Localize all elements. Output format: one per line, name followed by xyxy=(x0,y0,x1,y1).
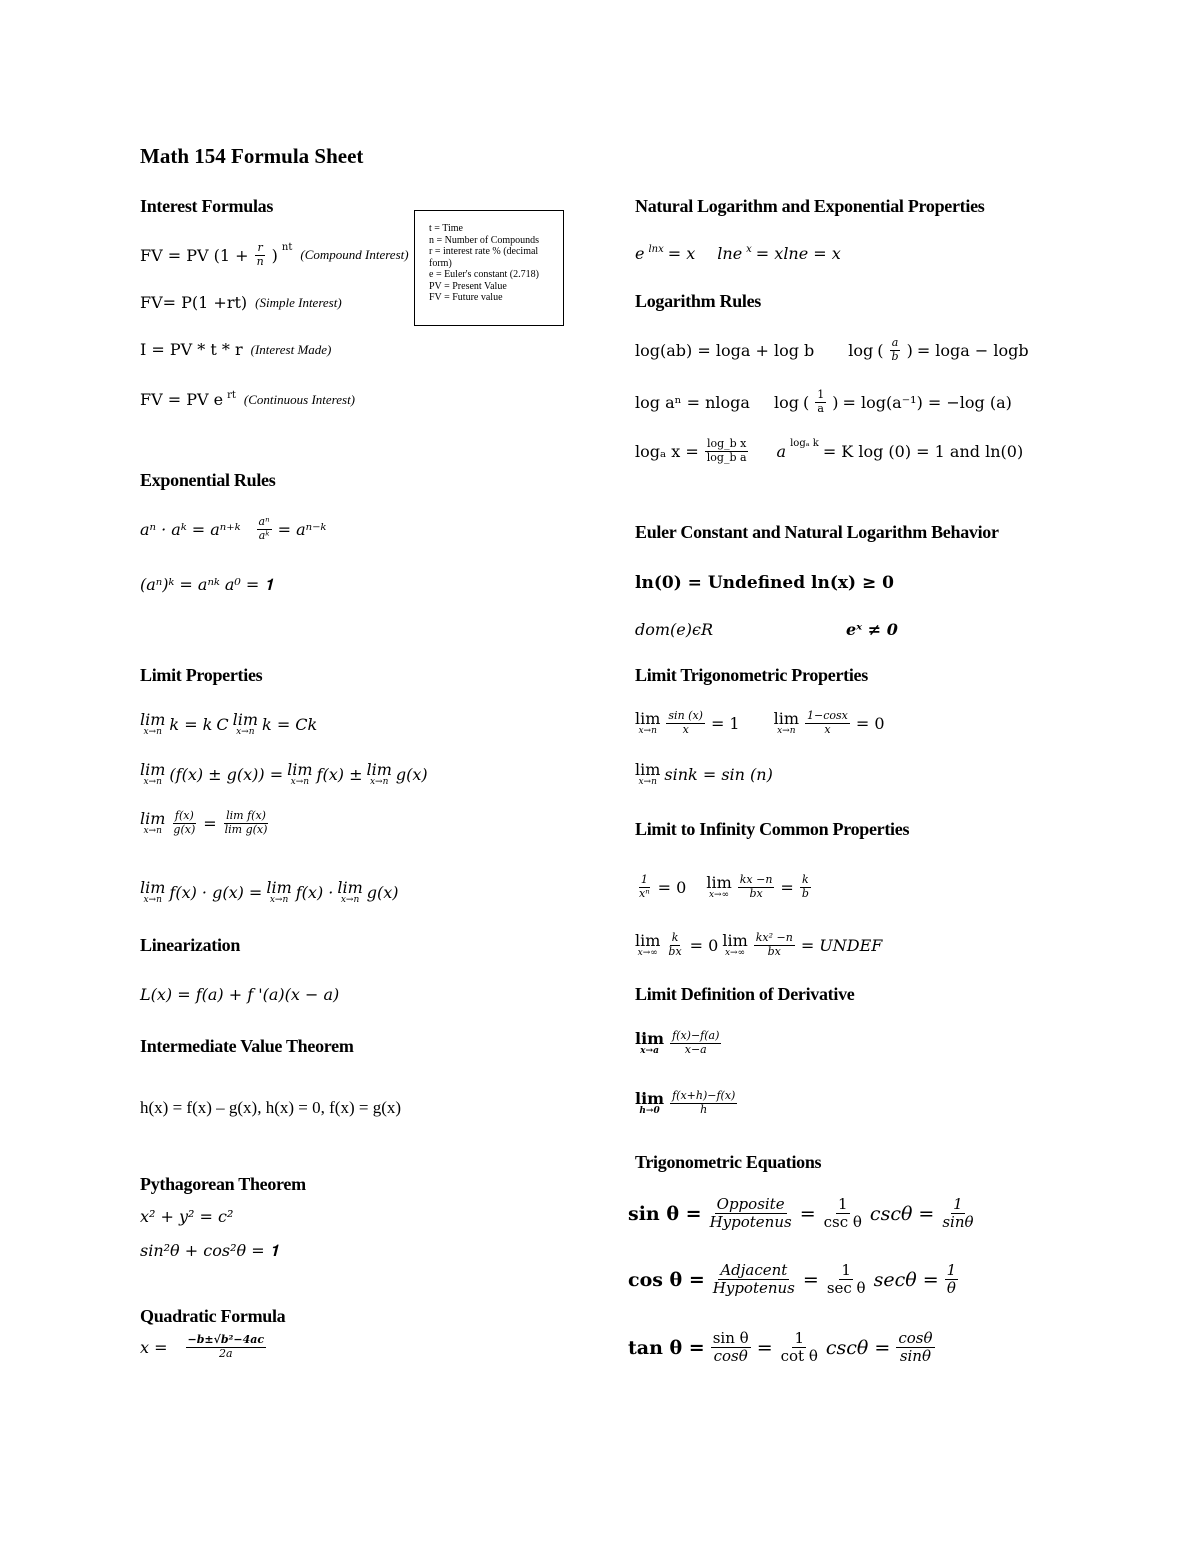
lim-label: lim xyxy=(366,760,392,779)
expr: x = xyxy=(140,1337,168,1357)
formula-derivative-h xyxy=(635,1090,739,1116)
lim-sub: x→n xyxy=(638,725,657,736)
num: 1−cosx xyxy=(807,709,848,722)
lim-label: lim xyxy=(722,930,748,950)
heading-exponential: Exponential Rules xyxy=(140,470,276,490)
formula-ivt: h(x) = f(x) – g(x), h(x) = 0, f(x) = g(x) xyxy=(140,1098,402,1117)
num: 1 xyxy=(841,1261,851,1279)
expr: g(x) xyxy=(366,883,399,902)
formula-log-power-reciprocal: log aⁿ = nloga log ( $\frac{1}{a}$ ) = log(a⁻¹) = −log (a) xyxy=(635,388,1012,415)
fraction xyxy=(825,1262,868,1298)
fraction xyxy=(708,1196,794,1232)
expr: = x xyxy=(667,244,696,263)
den: x−a xyxy=(684,1042,707,1056)
lim-label: lim xyxy=(287,760,313,779)
lim-sub: x→n xyxy=(638,777,657,787)
fraction xyxy=(186,1334,267,1360)
den: cosθ xyxy=(713,1347,748,1366)
num: f(x) xyxy=(174,809,194,822)
lim xyxy=(140,712,165,737)
num: f(x+h)−f(x) xyxy=(672,1089,736,1102)
expr: a xyxy=(776,441,787,461)
fraction xyxy=(223,810,270,836)
fraction xyxy=(255,242,266,268)
exponent: nt xyxy=(281,242,293,253)
num: 1 xyxy=(640,873,648,886)
fraction xyxy=(171,810,197,836)
exponent: x xyxy=(746,244,752,255)
lim-sub: x→∞ xyxy=(708,889,730,900)
fraction xyxy=(815,389,826,415)
lim-label: lim xyxy=(140,808,166,828)
heading-interest: Interest Formulas xyxy=(140,196,274,216)
page-title: Math 154 Formula Sheet xyxy=(140,144,364,168)
formula-interest-made xyxy=(140,340,331,359)
lim xyxy=(706,872,732,900)
heading-euler: Euler Constant and Natural Logarithm Behavior xyxy=(635,522,999,542)
formula-pythagorean: x² + y² = c² xyxy=(140,1207,234,1226)
lim xyxy=(635,1088,665,1116)
fraction xyxy=(890,337,901,363)
fraction xyxy=(666,710,705,736)
den: bx xyxy=(749,886,763,900)
heading-limits: Limit Properties xyxy=(140,665,263,685)
num: sin (x) xyxy=(668,709,703,722)
num: a xyxy=(891,336,899,349)
fraction xyxy=(666,932,683,958)
lim-sub: x→n xyxy=(143,727,162,737)
formula-derivative-a xyxy=(635,1030,723,1056)
expr: C xyxy=(216,715,229,734)
formula-limit-constant xyxy=(140,712,317,737)
den: 2a xyxy=(219,1346,233,1360)
expr: FV = PV e xyxy=(140,390,224,409)
lim xyxy=(140,808,166,836)
num: 1 xyxy=(946,1261,957,1279)
expr: secθ = xyxy=(873,1268,939,1291)
lim-sub: x→n xyxy=(369,777,389,787)
num: 1 xyxy=(794,1329,805,1347)
formula-simple-interest xyxy=(140,293,342,312)
note: (Continuous Interest) xyxy=(243,391,356,407)
lim-sub: h→0 xyxy=(639,1105,660,1116)
num: aⁿ xyxy=(258,515,270,528)
heading-quadratic: Quadratic Formula xyxy=(140,1306,286,1326)
den: n xyxy=(256,254,264,268)
formula-trig-identity: sin²θ + cos²θ = 𝟏 xyxy=(140,1241,279,1260)
fraction xyxy=(637,874,652,900)
lim-sub: x→∞ xyxy=(724,947,746,958)
lim-sub: x→n xyxy=(143,825,162,836)
fraction xyxy=(257,516,272,542)
den: cot θ xyxy=(780,1347,818,1366)
lim-label: lim xyxy=(337,878,363,897)
lim xyxy=(773,708,800,736)
expr: sink = sin (n) xyxy=(664,765,773,784)
lim xyxy=(366,762,391,787)
lim xyxy=(233,712,258,737)
note: (Interest Made) xyxy=(250,341,332,357)
num: kx² −n xyxy=(755,931,793,944)
note: (Compound Interest) xyxy=(300,247,409,263)
lim-label: lim xyxy=(635,1088,665,1108)
fraction xyxy=(779,1330,820,1366)
expr: = 1 xyxy=(710,713,740,733)
fraction xyxy=(711,1330,751,1366)
heading-ivt: Intermediate Value Theorem xyxy=(140,1036,354,1056)
den: h xyxy=(700,1102,708,1116)
fraction xyxy=(940,1196,975,1232)
heading-linearization: Linearization xyxy=(140,935,241,955)
legend-item: PV = Present Value xyxy=(429,280,507,292)
lim-sub: x→a xyxy=(640,1045,659,1056)
expr: logₐ x = xyxy=(635,441,699,461)
formula-linearization: L(x) = f(a) + f '(a)(x − a) xyxy=(140,985,340,1004)
lim xyxy=(635,930,661,958)
expr: = UNDEF xyxy=(800,935,883,955)
fraction xyxy=(822,1196,864,1232)
expr: lne xyxy=(717,244,743,263)
lim-label: lim xyxy=(232,710,259,729)
lim xyxy=(635,708,661,736)
expr: log xyxy=(773,392,799,412)
lim-label: lim xyxy=(635,760,661,779)
expr: tan θ = xyxy=(628,1336,705,1359)
expr: cscθ = xyxy=(869,1202,935,1225)
lim-sub: x→n xyxy=(290,777,310,787)
lim-label: lim xyxy=(635,708,661,728)
lim xyxy=(635,762,660,787)
lim xyxy=(337,880,362,905)
lim-sub: x→∞ xyxy=(637,947,658,958)
den: Hypotenus xyxy=(712,1279,795,1298)
lim-label: lim xyxy=(140,760,166,779)
den: bx xyxy=(767,944,781,958)
formula-log-change-base xyxy=(635,438,1023,464)
formula-domain: dom(e)ϵR xyxy=(635,620,714,639)
fraction xyxy=(805,710,850,736)
lim-label: lim xyxy=(635,930,661,950)
num: 1 xyxy=(953,1195,963,1213)
den: bx xyxy=(668,944,682,958)
expr: = 0 xyxy=(855,713,885,733)
den: g(x) xyxy=(173,822,196,836)
expr: log xyxy=(848,340,874,360)
den: a xyxy=(817,401,824,415)
lim xyxy=(722,930,748,958)
legend-item: e = Euler's constant (2.718) xyxy=(429,269,539,280)
den: csc θ xyxy=(823,1213,862,1232)
lim-sub: x→n xyxy=(143,777,162,787)
num: k xyxy=(802,873,809,886)
expr: I = PV * t * r xyxy=(140,340,243,359)
den: b xyxy=(891,349,899,363)
formula-sin xyxy=(628,1196,978,1232)
den: x xyxy=(824,722,831,736)
formula-limit-sin xyxy=(635,710,885,736)
num: 1 xyxy=(817,388,825,401)
expr: log aⁿ = nloga xyxy=(635,392,750,412)
exponent: lnx xyxy=(648,244,664,255)
lim xyxy=(140,880,165,905)
expr: ) xyxy=(271,245,278,265)
lim xyxy=(266,880,291,905)
lim xyxy=(287,762,312,787)
lim-sub: x→n xyxy=(269,895,289,905)
formula-tan xyxy=(628,1330,937,1366)
formula-limit-sink xyxy=(635,762,773,787)
heading-natural-log: Natural Logarithm and Exponential Properties xyxy=(635,196,985,216)
lim-label: lim xyxy=(140,710,166,729)
fraction xyxy=(711,1262,797,1298)
formula-compound-interest xyxy=(140,242,409,268)
exponent: logₐ k xyxy=(790,438,819,449)
formula-limit-quotient xyxy=(140,810,271,836)
den: sec θ xyxy=(826,1279,866,1298)
formula-limit-infinity-2 xyxy=(635,932,882,958)
expr: = xyxy=(802,1268,819,1291)
expr: = xyxy=(203,813,217,833)
expr: f(x) · g(x) = xyxy=(169,883,263,902)
expr: = 0 xyxy=(689,935,719,955)
exponent: rt xyxy=(227,390,236,401)
den: x xyxy=(682,722,689,736)
formula-continuous-interest xyxy=(140,390,355,409)
fraction xyxy=(705,438,749,464)
fraction xyxy=(670,1030,721,1056)
expr: k = k xyxy=(169,715,213,734)
heading-derivative: Limit Definition of Derivative xyxy=(635,984,855,1004)
num: log_b x xyxy=(706,437,747,450)
num: lim f(x) xyxy=(226,809,266,822)
expr: f(x) ± xyxy=(316,765,363,784)
legend-item: r = interest rate % (decimal form) xyxy=(429,246,539,269)
num: sin θ xyxy=(712,1329,749,1347)
expr: = aⁿ⁻ᵏ xyxy=(277,519,327,539)
expr: (f(x) ± g(x)) = xyxy=(169,765,284,784)
den: aᵏ xyxy=(258,528,270,542)
expr: = xyxy=(799,1202,816,1225)
formula-ln-behavior: ln(0) = Undefined ln(x) ≥ 0 xyxy=(635,573,894,593)
lim xyxy=(635,1028,665,1056)
expr: e xyxy=(635,244,645,263)
den: lim g(x) xyxy=(224,822,268,836)
fraction xyxy=(670,1090,737,1116)
num: r xyxy=(257,241,263,254)
den: sinθ xyxy=(899,1347,931,1366)
expr: aⁿ · aᵏ = aⁿ⁺ᵏ xyxy=(140,519,241,539)
den: log_b a xyxy=(706,450,747,464)
num: f(x)−f(a) xyxy=(672,1029,720,1042)
num: −b±√b²−4ac xyxy=(187,1333,265,1346)
formula-log-product-quotient: log(ab) = loga + log b log ( $\frac{a}{b}$ ) = loga − logb xyxy=(635,336,1029,363)
variable-legend-box xyxy=(414,210,564,326)
lim-label: lim xyxy=(773,708,800,728)
expr: cos θ = xyxy=(628,1268,705,1291)
expr: cscθ = xyxy=(825,1336,891,1359)
den: sinθ xyxy=(942,1213,974,1232)
num: Opposite xyxy=(716,1195,785,1213)
expr: f(x) · xyxy=(295,883,334,902)
fraction xyxy=(754,932,795,958)
lim-sub: x→n xyxy=(236,727,255,737)
num: k xyxy=(671,931,679,944)
formula-limit-sum xyxy=(140,762,428,787)
lim-label: lim xyxy=(140,878,166,897)
expr: = loga − logb xyxy=(916,340,1029,360)
heading-limit-infinity: Limit to Infinity Common Properties xyxy=(635,819,910,839)
expr: FV= P(1 +rt) xyxy=(140,293,248,312)
expr: = xyxy=(780,877,794,897)
expr: sin θ = xyxy=(628,1202,702,1225)
heading-trig-equations: Trigonometric Equations xyxy=(635,1152,822,1172)
expr: g(x) xyxy=(395,765,428,784)
expr: = 0 xyxy=(657,877,687,897)
expr: = xyxy=(756,1336,773,1359)
expr: FV = PV (1 + xyxy=(140,245,249,265)
formula-limit-infinity-1 xyxy=(635,874,813,900)
heading-log-rules: Logarithm Rules xyxy=(635,291,762,311)
lim-sub: x→n xyxy=(143,895,162,905)
fraction xyxy=(738,874,775,900)
den: b xyxy=(801,886,809,900)
fraction xyxy=(896,1330,934,1366)
den: Hypotenus xyxy=(709,1213,792,1232)
lim-label: lim xyxy=(635,1028,665,1048)
expr: = K log (0) = 1 and ln(0) xyxy=(822,441,1024,461)
legend-item: FV = Future value xyxy=(429,292,503,303)
expr: k = Ck xyxy=(262,715,318,734)
den: xⁿ xyxy=(639,886,650,900)
expr: = log(a⁻¹) = −log (a) xyxy=(842,392,1012,412)
formula-natural-log xyxy=(635,244,841,263)
legend-item: n = Number of Compounds xyxy=(429,234,540,246)
legend-item: t = Time xyxy=(429,223,463,234)
formula-cos xyxy=(628,1262,960,1298)
num: Adjacent xyxy=(720,1261,788,1279)
formula-quadratic xyxy=(140,1334,268,1360)
formula-exponent-power: (aⁿ)ᵏ = aⁿᵏ a⁰ = 𝟏 xyxy=(140,575,274,594)
num: kx −n xyxy=(739,873,773,886)
heading-pythagorean: Pythagorean Theorem xyxy=(140,1174,306,1194)
formula-limit-product xyxy=(140,880,399,905)
lim-sub: x→n xyxy=(340,895,360,905)
formula-exponent-product xyxy=(140,516,326,542)
expr: log(ab) = loga + log b xyxy=(635,340,815,360)
expr: = xlne = x xyxy=(755,244,841,263)
den: θ xyxy=(946,1279,956,1298)
num: 1 xyxy=(837,1195,848,1213)
lim-label: lim xyxy=(266,878,292,897)
fraction xyxy=(945,1262,959,1298)
formula-exp-nonzero: eˣ ≠ 0 xyxy=(846,620,898,639)
heading-limit-trig: Limit Trigonometric Properties xyxy=(635,665,868,685)
note: (Simple Interest) xyxy=(255,294,342,310)
lim xyxy=(140,762,165,787)
num: cosθ xyxy=(898,1329,933,1347)
fraction xyxy=(800,874,811,900)
lim-sub: x→n xyxy=(777,725,796,736)
lim-label: lim xyxy=(706,872,732,892)
